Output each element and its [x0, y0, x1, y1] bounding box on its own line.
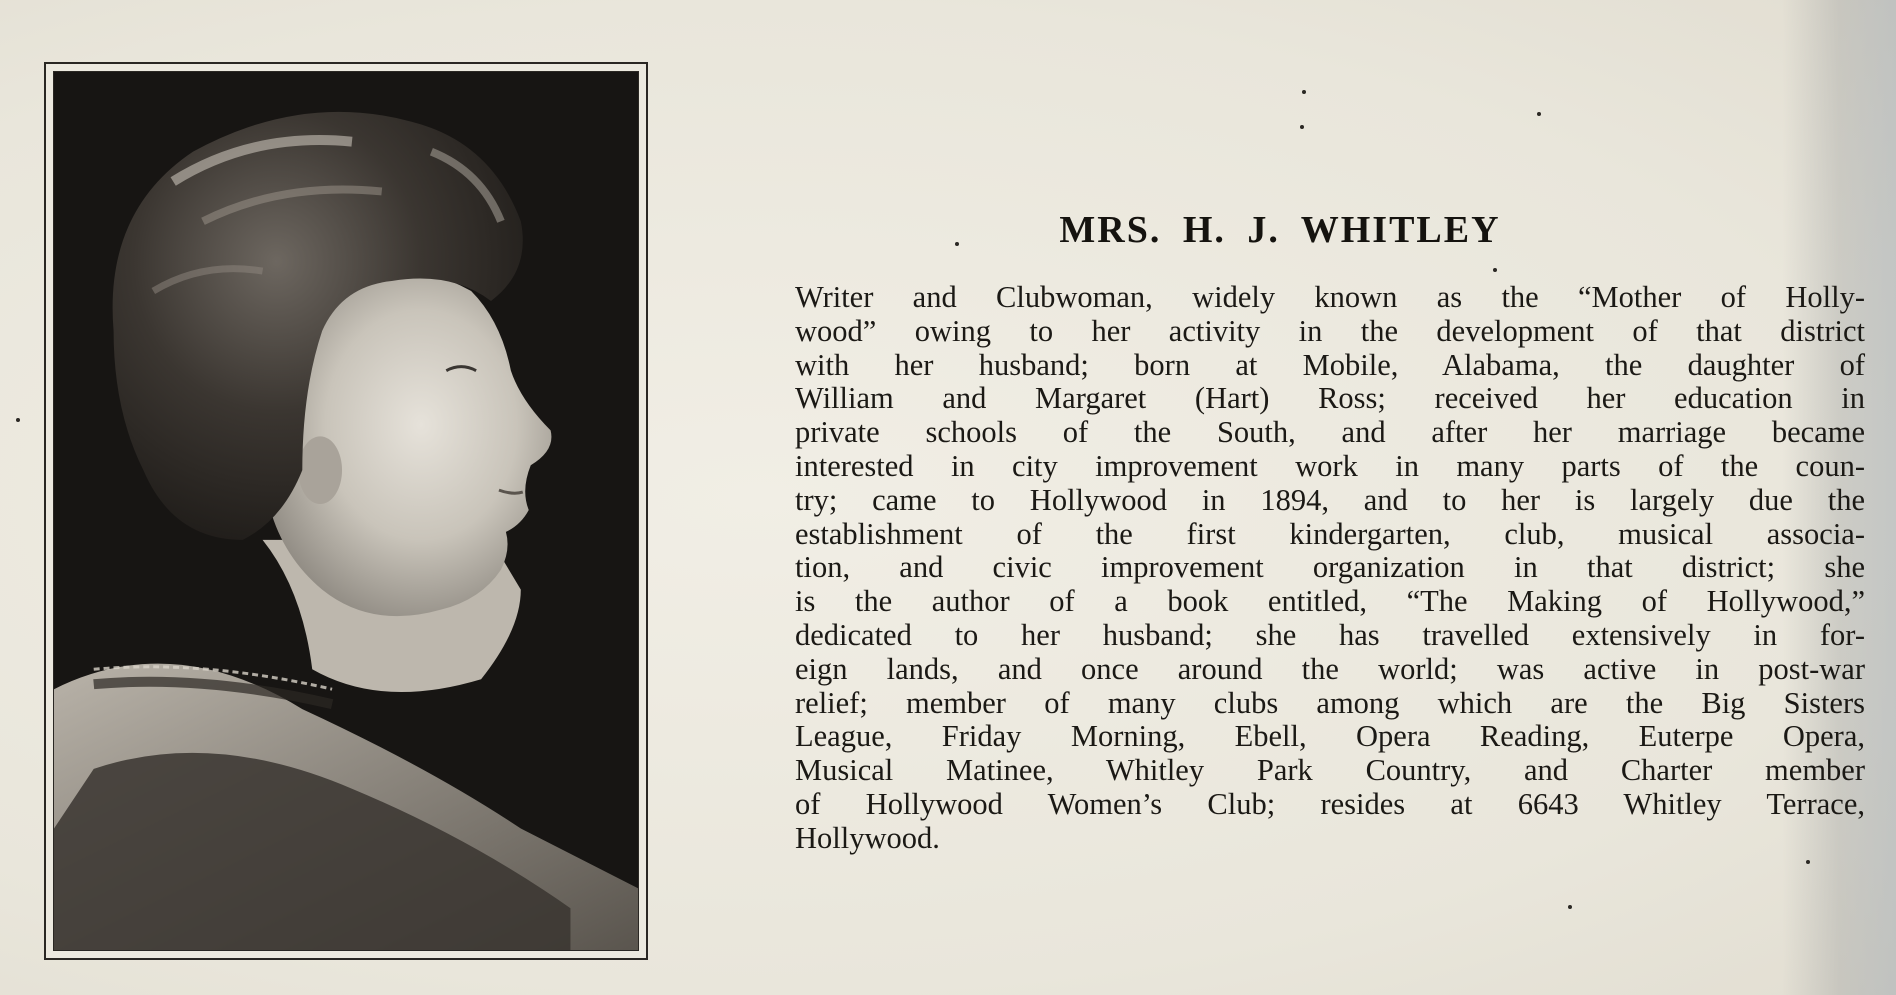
bio-line: wood” owing to her activity in the development of that district [795, 313, 1865, 348]
bio-line: eign lands, and once around the world; was active in post-war [795, 651, 1865, 686]
bio-line: with her husband; born at Mobile, Alabama, the daughter of [795, 347, 1865, 382]
biography-text [795, 281, 1865, 856]
print-speck [16, 418, 20, 422]
bio-line: tion, and civic improvement organization in that district; she [795, 550, 1865, 585]
print-speck [1493, 268, 1497, 272]
portrait-photo [53, 71, 639, 951]
bio-line: establishment of the first kindergarten, club, musical associa- [795, 516, 1865, 551]
bio-line: relief; member of many clubs among which are the Big Sisters [795, 685, 1865, 720]
bio-line: dedicated to her husband; she has travelled extensively in for- [795, 617, 1865, 652]
print-speck [1300, 125, 1304, 129]
page-title: MRS. H. J. WHITLEY [1059, 209, 1501, 251]
bio-line: League, Friday Morning, Ebell, Opera Reading, Euterpe Opera, [795, 719, 1865, 754]
print-speck [955, 242, 959, 246]
bio-line: of Hollywood Women’s Club; resides at 6643 Whitley Terrace, [795, 786, 1865, 821]
bio-line: Writer and Clubwoman, widely known as the “Mother of Holly- [795, 280, 1865, 314]
bio-line: William and Margaret (Hart) Ross; received her education in [795, 381, 1865, 416]
bio-line: is the author of a book entitled, “The Making of Hollywood,” [795, 584, 1865, 619]
print-speck [1568, 905, 1572, 909]
portrait-illustration [54, 72, 638, 950]
portrait-frame [44, 62, 648, 960]
print-speck [1537, 112, 1541, 116]
print-speck [1806, 860, 1810, 864]
bio-line: Hollywood. [795, 820, 940, 855]
bio-line: Musical Matinee, Whitley Park Country, and Charter member [795, 753, 1865, 788]
bio-line: try; came to Hollywood in 1894, and to her is largely due the [795, 482, 1865, 517]
print-speck [1302, 90, 1306, 94]
bio-line: private schools of the South, and after her marriage became [795, 415, 1865, 450]
bio-line: interested in city improvement work in many parts of the coun- [795, 448, 1865, 483]
